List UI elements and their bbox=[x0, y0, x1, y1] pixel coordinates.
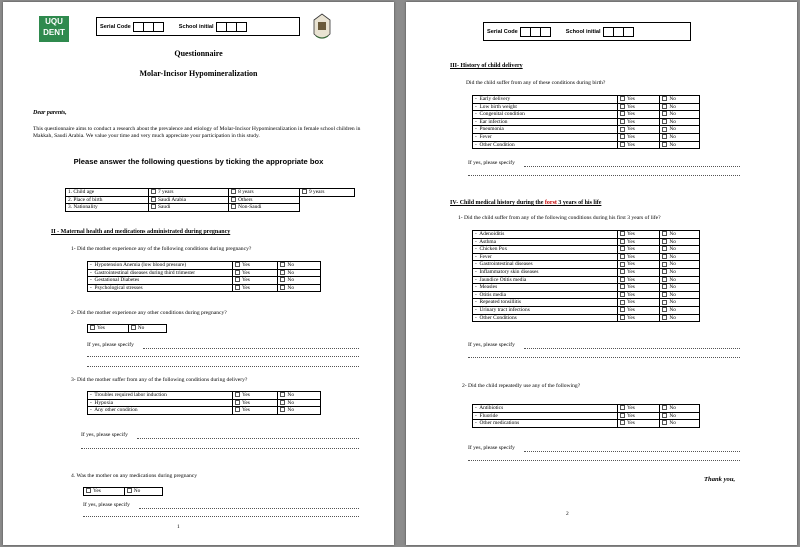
table-row bbox=[473, 261, 700, 269]
yes-option[interactable]: Yes bbox=[618, 118, 660, 126]
no-option[interactable]: No bbox=[660, 133, 700, 141]
no-option[interactable]: No bbox=[660, 284, 700, 292]
no-option[interactable]: No bbox=[660, 141, 700, 149]
q1-table bbox=[87, 261, 321, 292]
yes-option[interactable]: Yes bbox=[233, 277, 278, 285]
specify-line[interactable] bbox=[87, 366, 359, 367]
table-row bbox=[473, 238, 700, 246]
table-row bbox=[473, 306, 700, 314]
question-4: 4. Was the mother on any medications during pregnancy bbox=[71, 473, 198, 479]
yes-option[interactable]: Yes bbox=[618, 96, 660, 104]
school-initial-label: School initial bbox=[565, 28, 601, 35]
page-number: 1 bbox=[177, 524, 180, 530]
table-row bbox=[473, 314, 700, 322]
no-option[interactable]: No bbox=[660, 299, 700, 307]
questionnaire-title: Questionnaire bbox=[174, 49, 223, 58]
section-4-question-1: 1- Did the child suffer from any of the following conditions during his first 3 years of life? bbox=[458, 215, 661, 221]
no-option[interactable]: No bbox=[278, 277, 321, 285]
specify-line[interactable] bbox=[468, 460, 740, 461]
table-row bbox=[88, 399, 321, 407]
condition-label: - Urinary tract infections bbox=[473, 306, 618, 314]
specify-line[interactable] bbox=[137, 438, 359, 439]
yes-option[interactable]: Yes bbox=[618, 306, 660, 314]
yes-option[interactable]: Yes bbox=[233, 399, 278, 407]
school-initial-cells[interactable] bbox=[604, 27, 634, 37]
yes-option[interactable]: Yes bbox=[618, 231, 660, 239]
table-row bbox=[88, 407, 321, 415]
specify-line[interactable] bbox=[139, 508, 359, 509]
instruction-heading: Please answer the following questions by ticking the appropriate box bbox=[73, 157, 324, 166]
yes-option[interactable]: Yes bbox=[233, 269, 278, 277]
yes-option[interactable]: Yes bbox=[233, 284, 278, 292]
question-1: 1- Did the mother experience any of the following conditions during pregnancy? bbox=[71, 246, 252, 252]
option-cell[interactable]: 9 years bbox=[300, 189, 355, 197]
table-row bbox=[473, 111, 700, 119]
condition-label: - Fever bbox=[473, 133, 618, 141]
yes-option[interactable]: Yes bbox=[618, 261, 660, 269]
no-option[interactable]: No bbox=[660, 306, 700, 314]
serial-code-cells[interactable] bbox=[134, 22, 164, 32]
no-option[interactable]: No bbox=[660, 261, 700, 269]
specify-label: If yes, please specify bbox=[81, 432, 128, 438]
condition-label: - Asthma bbox=[473, 238, 618, 246]
condition-label: - Hypotension Anemia (low blood pressure) bbox=[88, 262, 233, 270]
yes-option[interactable]: Yes bbox=[618, 246, 660, 254]
no-option[interactable]: No bbox=[660, 276, 700, 284]
condition-label: - Antibiotics bbox=[473, 405, 618, 413]
specify-label: If yes, please specify bbox=[83, 502, 130, 508]
yes-option[interactable]: Yes bbox=[618, 420, 660, 428]
specify-label: If yes, please specify bbox=[87, 342, 134, 348]
questionnaire-subtitle: Molar-Incisor Hypomineralization bbox=[139, 69, 258, 78]
table-row bbox=[473, 118, 700, 126]
condition-label: - Other Condition bbox=[473, 141, 618, 149]
condition-label: - Adenoiditis bbox=[473, 231, 618, 239]
option-cell[interactable]: Non-Saudi bbox=[229, 204, 300, 212]
table-row bbox=[473, 405, 700, 413]
specify-line[interactable] bbox=[81, 448, 359, 449]
table-row bbox=[88, 284, 321, 292]
option-cell[interactable]: Saudi bbox=[149, 204, 229, 212]
condition-label: - Otitis media bbox=[473, 291, 618, 299]
yes-option[interactable]: Yes bbox=[233, 392, 278, 400]
yes-option[interactable]: Yes bbox=[618, 276, 660, 284]
page-number: 2 bbox=[566, 511, 569, 517]
no-option[interactable]: No bbox=[278, 284, 321, 292]
specify-line[interactable] bbox=[468, 357, 740, 358]
checkbox[interactable] bbox=[231, 197, 236, 202]
yes-option[interactable]: Yes bbox=[618, 238, 660, 246]
no-option[interactable]: No bbox=[660, 118, 700, 126]
condition-label: - Jaundice Otitis media bbox=[473, 276, 618, 284]
condition-label: - Chicken Pox bbox=[473, 246, 618, 254]
no-option[interactable]: No bbox=[278, 262, 321, 270]
condition-label: - Gastrointestinal diseases during third trimester bbox=[88, 269, 233, 277]
checkbox[interactable] bbox=[151, 204, 156, 209]
no-option[interactable]: No bbox=[660, 314, 700, 322]
table-row bbox=[473, 420, 700, 428]
yes-option[interactable]: Yes bbox=[618, 253, 660, 261]
specify-line[interactable] bbox=[468, 175, 740, 176]
specify-line[interactable] bbox=[524, 348, 740, 349]
empty-cell bbox=[300, 204, 355, 212]
question-3: 3- Did the mother suffer from any of the following conditions during delivery? bbox=[71, 377, 248, 383]
uqu-dent-logo: UQU DENT bbox=[39, 16, 69, 42]
table-row bbox=[473, 299, 700, 307]
section-4-question-2: 2- Did the child repeatedly use any of the following? bbox=[462, 383, 581, 389]
no-option[interactable]: No bbox=[660, 126, 700, 134]
no-option[interactable]: No bbox=[660, 103, 700, 111]
serial-code-label: Serial Code bbox=[100, 23, 131, 30]
checkbox[interactable] bbox=[302, 189, 307, 194]
yes-option[interactable]: Yes bbox=[88, 325, 129, 333]
checkbox[interactable] bbox=[151, 197, 156, 202]
table-row bbox=[473, 103, 700, 111]
no-option[interactable]: No bbox=[278, 407, 321, 415]
condition-label: - Low birth weight bbox=[473, 103, 618, 111]
demographics-table bbox=[65, 188, 355, 212]
medical-history-table bbox=[472, 230, 700, 322]
row-label: 1. Child age bbox=[66, 189, 149, 197]
yes-option[interactable]: Yes bbox=[618, 412, 660, 420]
yes-option[interactable]: Yes bbox=[618, 314, 660, 322]
option-cell[interactable]: 7 years bbox=[149, 189, 229, 197]
option-cell[interactable]: Saudi Arabia bbox=[149, 196, 229, 204]
yes-option[interactable]: Yes bbox=[618, 405, 660, 413]
school-initial-label: School initial bbox=[178, 23, 214, 30]
serial-code-box bbox=[483, 22, 691, 41]
no-option[interactable]: No bbox=[124, 488, 162, 496]
section-3-title: III- History of child delivery bbox=[450, 63, 523, 69]
serial-code-cells[interactable] bbox=[521, 27, 551, 37]
condition-label: - Measles bbox=[473, 284, 618, 292]
condition-label: - Fluoride bbox=[473, 412, 618, 420]
yes-option[interactable]: Yes bbox=[618, 111, 660, 119]
table-row bbox=[473, 412, 700, 420]
specify-label: If yes, please specify bbox=[468, 342, 515, 348]
condition-label: - Fever bbox=[473, 253, 618, 261]
yes-option[interactable]: Yes bbox=[618, 299, 660, 307]
row-label: 3. Nationality bbox=[66, 204, 149, 212]
table-row bbox=[473, 246, 700, 254]
no-option[interactable]: No bbox=[278, 399, 321, 407]
specify-label: If yes, please specify bbox=[468, 160, 515, 166]
table-row bbox=[88, 325, 167, 333]
table-row bbox=[473, 141, 700, 149]
no-option[interactable]: No bbox=[660, 238, 700, 246]
condition-label: - Repeated tonsillitis bbox=[473, 299, 618, 307]
table-row bbox=[473, 268, 700, 276]
condition-label: - Gastrointestinal diseases bbox=[473, 261, 618, 269]
table-row bbox=[88, 277, 321, 285]
table-row bbox=[88, 262, 321, 270]
table-row bbox=[473, 284, 700, 292]
no-option[interactable]: No bbox=[660, 231, 700, 239]
table-row bbox=[88, 269, 321, 277]
delivery-conditions-table bbox=[472, 95, 700, 149]
table-row bbox=[473, 253, 700, 261]
specify-label: If yes, please specify bbox=[468, 445, 515, 451]
medications-table bbox=[472, 404, 700, 428]
condition-label: - Other Conditions bbox=[473, 314, 618, 322]
q2-table bbox=[87, 324, 167, 333]
specify-line[interactable] bbox=[524, 451, 740, 452]
table-row bbox=[473, 291, 700, 299]
table-row bbox=[88, 392, 321, 400]
specify-line[interactable] bbox=[83, 516, 359, 517]
yes-option[interactable]: Yes bbox=[618, 268, 660, 276]
no-option[interactable]: No bbox=[660, 412, 700, 420]
no-option[interactable]: No bbox=[660, 268, 700, 276]
condition-label: - Any other condition bbox=[88, 407, 233, 415]
table-row bbox=[473, 96, 700, 104]
yes-option[interactable]: Yes bbox=[618, 291, 660, 299]
table-row bbox=[473, 276, 700, 284]
no-option[interactable]: No bbox=[660, 111, 700, 119]
no-option[interactable]: No bbox=[128, 325, 166, 333]
table-row bbox=[66, 189, 355, 197]
section-2-title: II - Maternal health and medications administrated during pregnancy bbox=[51, 229, 231, 235]
condition-label: - Psychological stresses bbox=[88, 284, 233, 292]
page-2 bbox=[406, 2, 797, 545]
yes-option[interactable]: Yes bbox=[618, 126, 660, 134]
page-1 bbox=[3, 2, 394, 545]
table-row bbox=[66, 204, 355, 212]
q4-table bbox=[83, 487, 163, 496]
specify-line[interactable] bbox=[524, 166, 740, 167]
condition-label: - Other medications bbox=[473, 420, 618, 428]
row-label: 2. Place of birth bbox=[66, 196, 149, 204]
thank-you-text: Thank you, bbox=[704, 476, 736, 483]
condition-label: - Troubles required labor induction bbox=[88, 392, 233, 400]
yes-option[interactable]: Yes bbox=[618, 141, 660, 149]
table-row bbox=[84, 488, 163, 496]
no-option[interactable]: No bbox=[660, 253, 700, 261]
greeting: Dear parents, bbox=[33, 110, 67, 116]
condition-label: - Congenital condition bbox=[473, 111, 618, 119]
yes-option[interactable]: Yes bbox=[233, 407, 278, 415]
table-row bbox=[66, 196, 355, 204]
checkbox[interactable] bbox=[231, 204, 236, 209]
table-row bbox=[473, 133, 700, 141]
condition-label: - Hypoxia bbox=[88, 399, 233, 407]
q3-table bbox=[87, 391, 321, 415]
empty-cell bbox=[300, 196, 355, 204]
yes-option[interactable]: Yes bbox=[233, 262, 278, 270]
table-row bbox=[473, 231, 700, 239]
serial-code-label: Serial Code bbox=[487, 28, 518, 35]
table-row bbox=[473, 126, 700, 134]
yes-option[interactable]: Yes bbox=[618, 284, 660, 292]
option-cell[interactable]: 8 years bbox=[229, 189, 300, 197]
condition-label: - Pneumonia bbox=[473, 126, 618, 134]
condition-label: - Ear infection bbox=[473, 118, 618, 126]
option-cell[interactable]: Others bbox=[229, 196, 300, 204]
no-option[interactable]: No bbox=[278, 269, 321, 277]
condition-label: - Early delivery bbox=[473, 96, 618, 104]
no-option[interactable]: No bbox=[660, 246, 700, 254]
no-option[interactable]: No bbox=[660, 96, 700, 104]
section-3-question: Did the child suffer from any of these conditions during birth? bbox=[466, 80, 606, 86]
school-initial-cells[interactable] bbox=[217, 22, 247, 32]
question-2: 2- Did the mother experience any other conditions during pregnancy? bbox=[71, 310, 227, 316]
condition-label: - Gestational Diabetes bbox=[88, 277, 233, 285]
no-option[interactable]: No bbox=[660, 405, 700, 413]
specify-line[interactable] bbox=[87, 356, 359, 357]
no-option[interactable]: No bbox=[660, 291, 700, 299]
serial-code-box bbox=[96, 17, 300, 36]
checkbox[interactable] bbox=[231, 189, 236, 194]
intro-paragraph: This questionnaire aims to conduct a research about the prevalence and etiology of Molar-Incisor Hypomineralization in female school children in Makkah, Saudi Arabia. We value your time and very much appreciate your participation in this study. bbox=[33, 126, 361, 139]
yes-option[interactable]: Yes bbox=[618, 133, 660, 141]
yes-option[interactable]: Yes bbox=[84, 488, 125, 496]
checkbox[interactable] bbox=[151, 189, 156, 194]
yes-option[interactable]: Yes bbox=[618, 103, 660, 111]
section-4-title: IV- Child medical history during the forst 3 years of his life bbox=[450, 200, 602, 206]
university-seal-icon bbox=[310, 12, 334, 44]
specify-line[interactable] bbox=[143, 348, 359, 349]
no-option[interactable]: No bbox=[660, 420, 700, 428]
condition-label: - Inflammatory skin diseases bbox=[473, 268, 618, 276]
no-option[interactable]: No bbox=[278, 392, 321, 400]
